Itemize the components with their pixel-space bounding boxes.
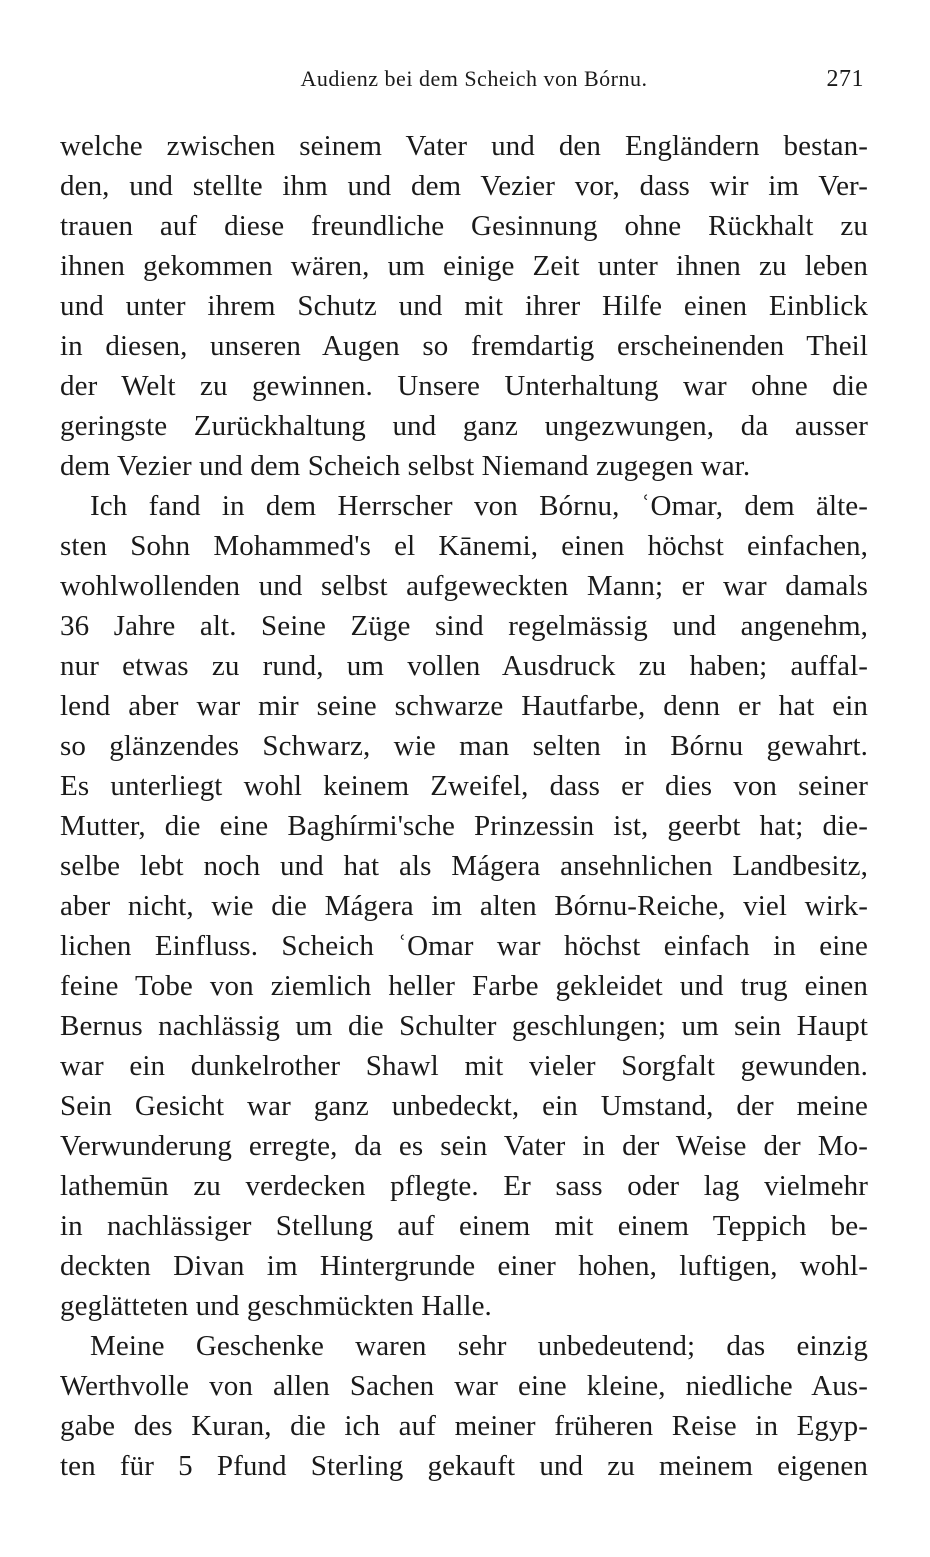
text-line: Mutter, die eine Baghírmi'sche Prinzessin ist, geerbt hat; die- [60,810,868,842]
text-line: in nachlässiger Stellung auf einem mit einem Teppich be- [60,1210,868,1242]
text-line: Es unterliegt wohl keinem Zweifel, dass er dies von seiner [60,770,868,802]
running-title: Audienz bei dem Scheich von Bórnu. [300,66,648,91]
text-line: dem Vezier und dem Scheich selbst Niemand zugegen war. [60,450,751,482]
text-line: Verwunderung erregte, da es sein Vater in der Weise der Mo- [60,1130,868,1162]
paragraph [60,486,868,1326]
text-line: 36 Jahre alt. Seine Züge sind regelmässig und angenehm, [60,610,868,642]
text-line: lend aber war mir seine schwarze Hautfarbe, denn er hat ein [60,690,868,722]
page-number: 271 [826,66,864,92]
text-line: ten für 5 Pfund Sterling gekauft und zu meinem eigenen [60,1450,868,1482]
text-line: geglätteten und geschmückten Halle. [60,1290,492,1322]
text-line: geringste Zurückhaltung und ganz ungezwungen, da ausser [60,410,868,442]
text-line: Bernus nachlässig um die Schulter geschlungen; um sein Haupt [60,1010,868,1042]
text-line: der Welt zu gewinnen. Unsere Unterhaltung war ohne die [60,370,868,402]
text-line: in diesen, unseren Augen so fremdartig erscheinenden Theil [60,330,868,362]
text-line: feine Tobe von ziemlich heller Farbe gekleidet und trug einen [60,970,868,1002]
body-text [60,126,868,1486]
text-line: wohlwollenden und selbst aufgeweckten Mann; er war damals [60,570,868,602]
paragraph [60,126,868,486]
text-line: gabe des Kuran, die ich auf meiner früheren Reise in Egyp- [60,1410,868,1442]
text-line: welche zwischen seinem Vater und den Engländern bestan- [60,130,868,162]
text-line: ihnen gekommen wären, um einige Zeit unter ihnen zu leben [60,250,868,282]
text-line: Sein Gesicht war ganz unbedeckt, ein Umstand, der meine [60,1090,868,1122]
text-line: sten Sohn Mohammed's el Kānemi, einen höchst einfachen, [60,530,868,562]
running-head [60,66,868,106]
text-line: lathemūn zu verdecken pflegte. Er sass oder lag vielmehr [60,1170,868,1202]
text-line: selbe lebt noch und hat als Mágera ansehnlichen Landbesitz, [60,850,868,882]
text-line: Ich fand in dem Herrscher von Bórnu, ʿOmar, dem älte- [90,490,868,522]
text-line: nur etwas zu rund, um vollen Ausdruck zu haben; auffal- [60,650,868,682]
text-line: lichen Einfluss. Scheich ʿOmar war höchst einfach in eine [60,930,868,962]
text-line: so glänzendes Schwarz, wie man selten in Bórnu gewahrt. [60,730,868,762]
text-line: Werthvolle von allen Sachen war eine kleine, niedliche Aus- [60,1370,868,1402]
text-line: und unter ihrem Schutz und mit ihrer Hilfe einen Einblick [60,290,868,322]
text-line: trauen auf diese freundliche Gesinnung ohne Rückhalt zu [60,210,868,242]
text-line: den, und stellte ihm und dem Vezier vor, dass wir im Ver- [60,170,868,202]
text-line: Meine Geschenke waren sehr unbedeutend; das einzig [90,1330,868,1362]
paragraph [60,1326,868,1486]
text-line: aber nicht, wie die Mágera im alten Bórnu-Reiche, viel wirk- [60,890,868,922]
text-line: deckten Divan im Hintergrunde einer hohen, luftigen, wohl- [60,1250,868,1282]
text-line: war ein dunkelrother Shawl mit vieler Sorgfalt gewunden. [60,1050,868,1082]
